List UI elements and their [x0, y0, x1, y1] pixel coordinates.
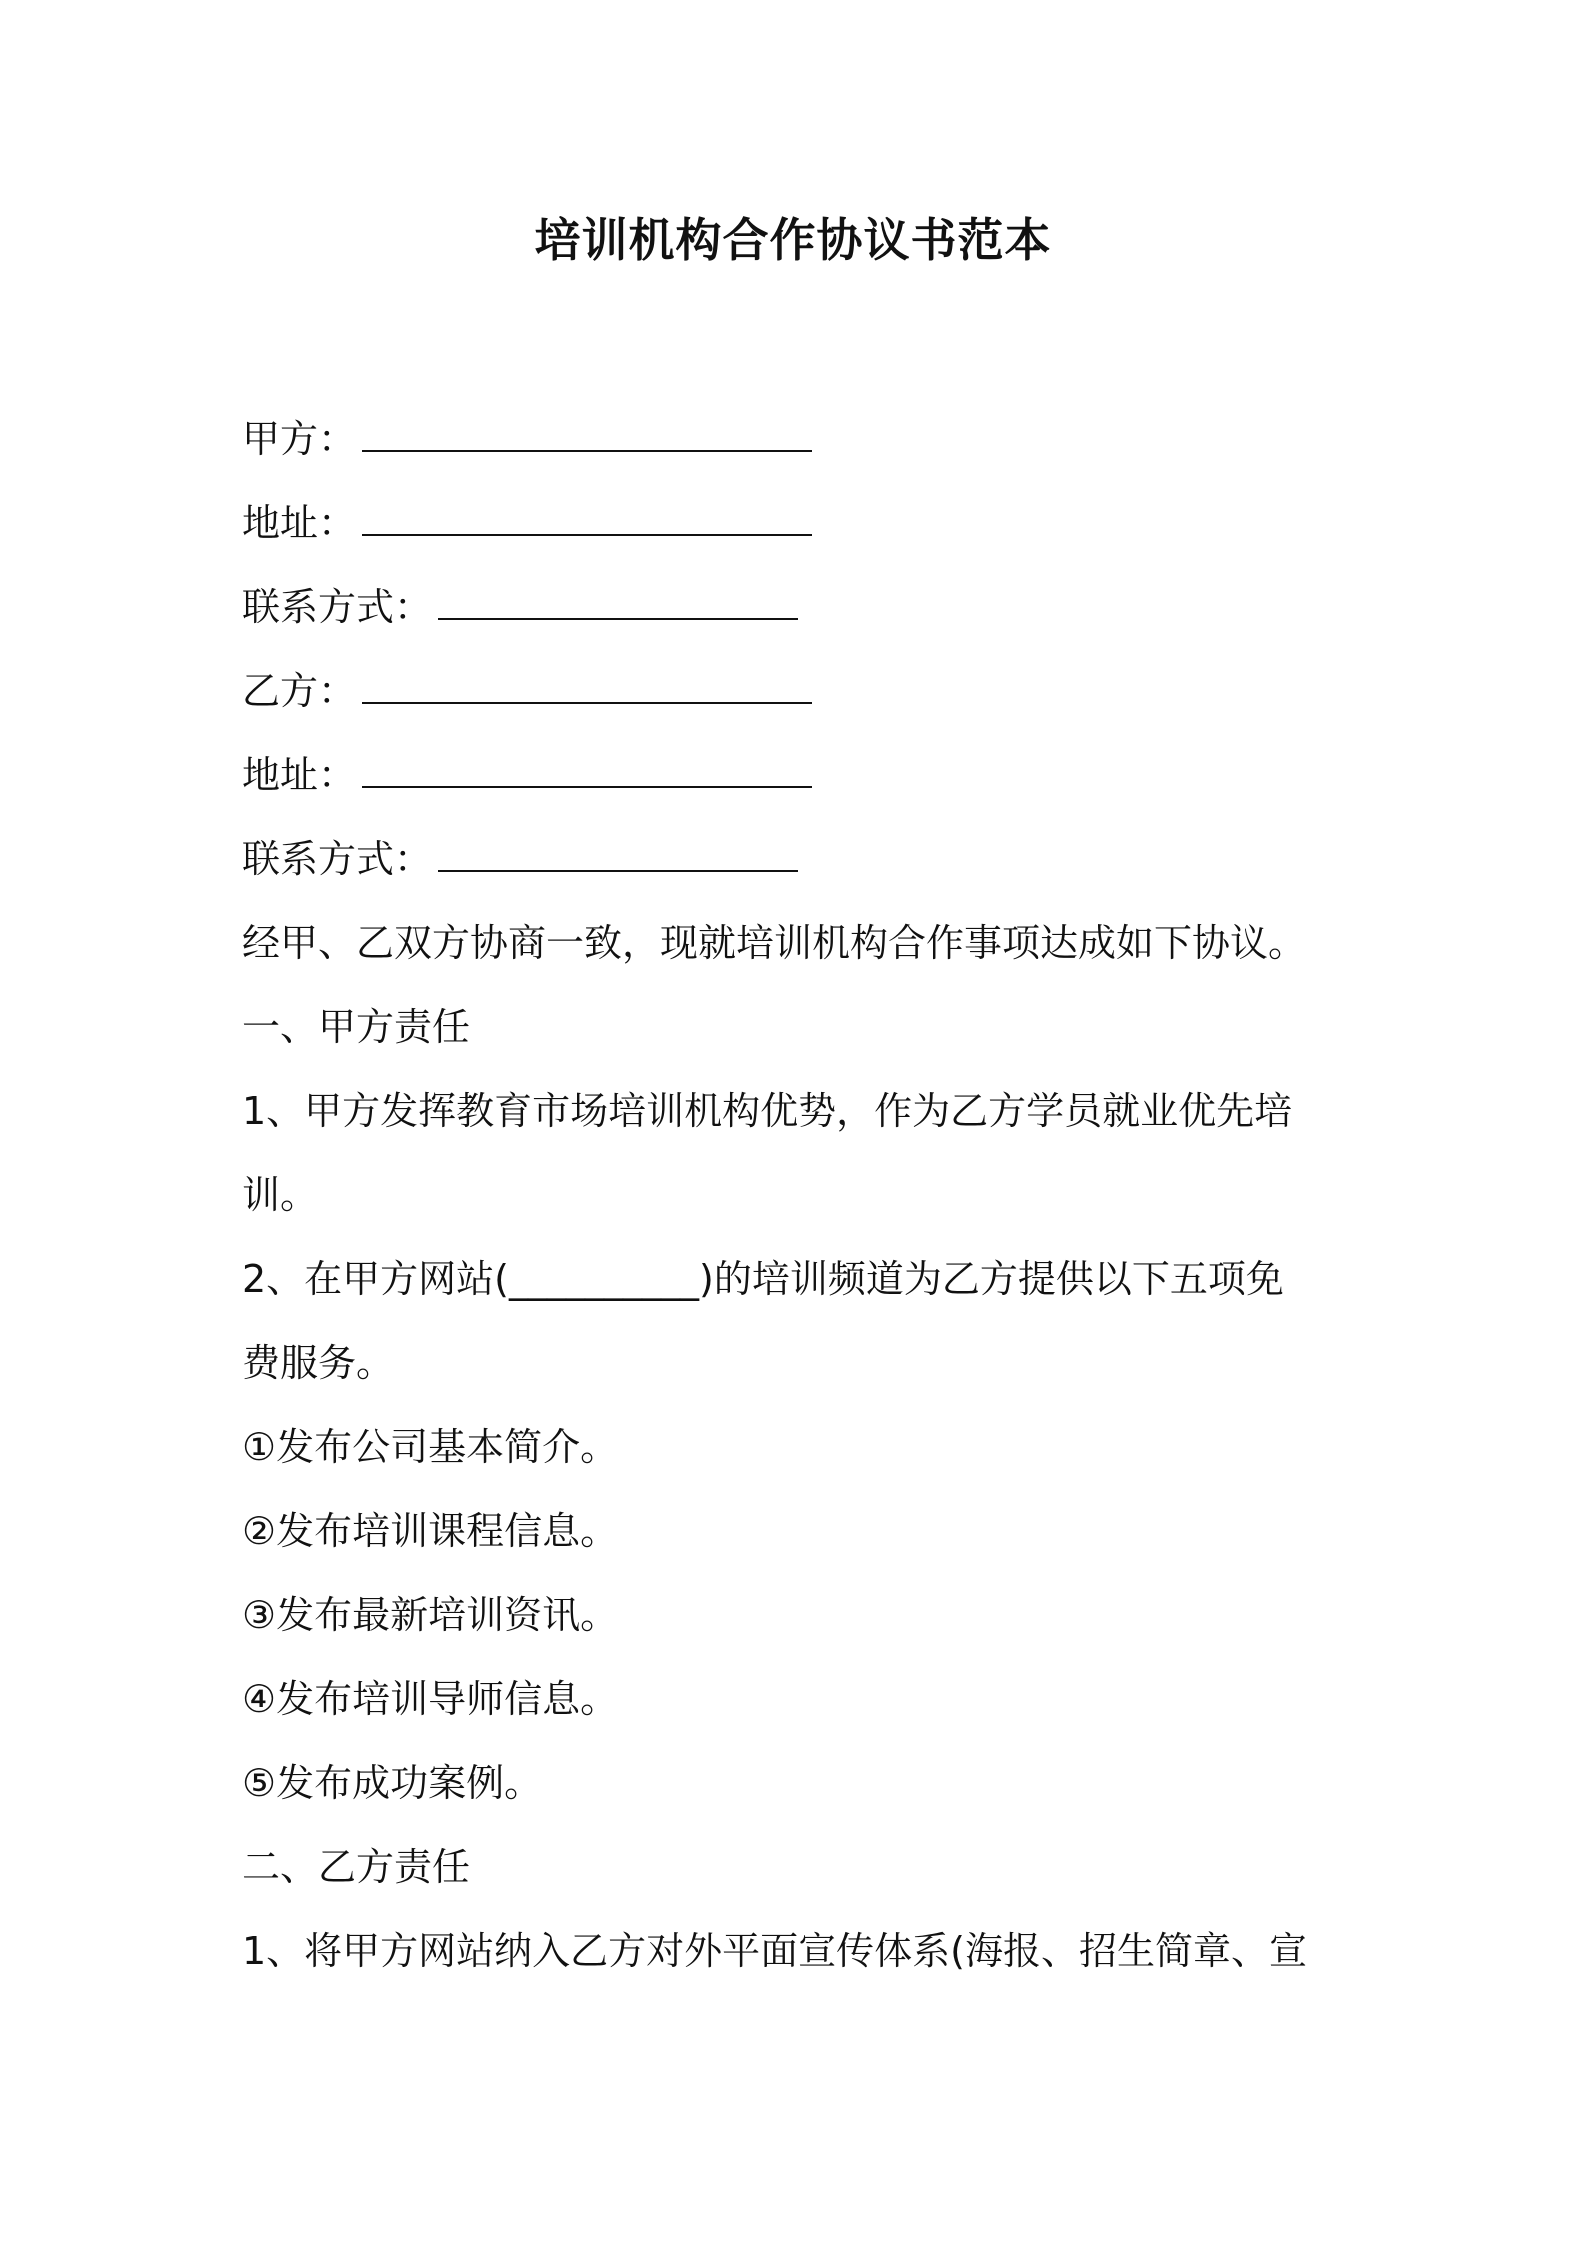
- party-b-address-label: 地址：: [242, 753, 357, 797]
- service-item: ④发布培训导师信息。: [242, 1677, 619, 1721]
- party-b-name-row: [242, 666, 812, 716]
- party-a-contact-blank: [438, 582, 798, 620]
- party-b-contact-blank: [438, 834, 798, 872]
- party-a-address-blank: [362, 498, 812, 536]
- party-a-contact-label: 联系方式：: [242, 585, 433, 629]
- service-item: ①发布公司基本简介。: [242, 1425, 619, 1469]
- section-2-item-1-line-1: 1、将甲方网站纳入乙方对外平面宣传体系(海报、招生简章、宣: [242, 1929, 1308, 1973]
- party-a-contact-row: [242, 582, 798, 632]
- service-item: ②发布培训课程信息。: [242, 1509, 619, 1553]
- section-1-item-2-line-1: 2、在甲方网站(__________)的培训频道为乙方提供以下五项免: [242, 1257, 1284, 1301]
- party-b-label: 乙方：: [242, 669, 357, 713]
- party-b-address-row: [242, 750, 812, 800]
- party-a-name-blank: [362, 414, 812, 452]
- section-1-item-1-line-1: 1、甲方发挥教育市场培训机构优势，作为乙方学员就业优先培: [242, 1089, 1293, 1133]
- document-title: 培训机构合作协议书范本: [534, 213, 1052, 267]
- party-b-contact-row: [242, 834, 798, 884]
- party-b-contact-label: 联系方式：: [242, 837, 433, 881]
- section-1-item-2-line-2: 费服务。: [242, 1341, 395, 1385]
- party-a-address-label: 地址：: [242, 501, 357, 545]
- party-b-address-blank: [362, 750, 812, 788]
- section-1-item-1-line-2: 训。: [242, 1173, 319, 1217]
- section-1-heading: 一、甲方责任: [242, 1005, 471, 1049]
- party-a-address-row: [242, 498, 812, 548]
- intro-paragraph: 经甲、乙双方协商一致，现就培训机构合作事项达成如下协议。: [242, 921, 1307, 965]
- party-b-name-blank: [362, 666, 812, 704]
- service-item: ③发布最新培训资讯。: [242, 1593, 619, 1637]
- party-a-name-row: [242, 414, 812, 464]
- party-a-label: 甲方：: [242, 417, 357, 461]
- section-2-heading: 二、乙方责任: [242, 1845, 471, 1889]
- service-item: ⑤发布成功案例。: [242, 1761, 543, 1805]
